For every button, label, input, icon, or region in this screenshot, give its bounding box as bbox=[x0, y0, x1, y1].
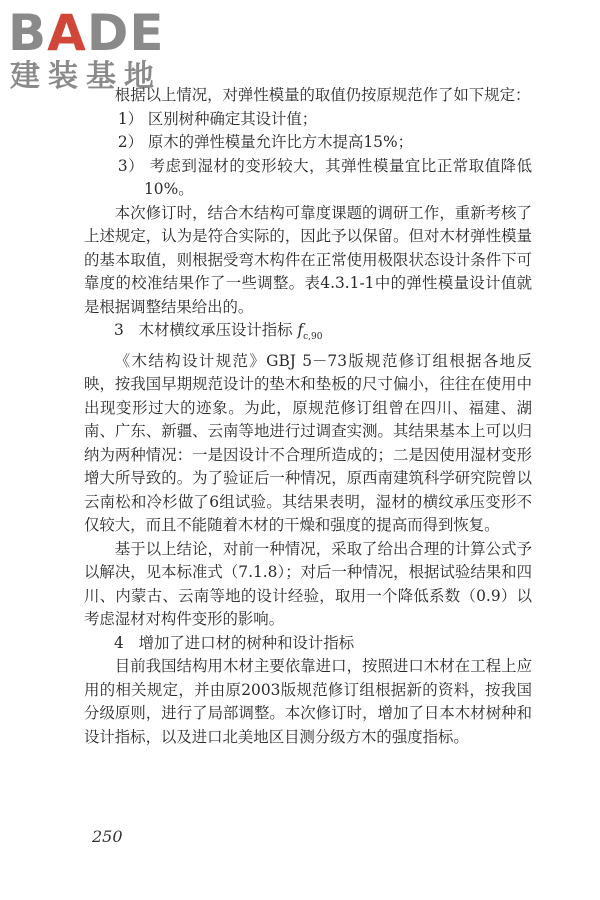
page-body bbox=[84, 84, 532, 749]
paragraph: 《木结构设计规范》GBJ 5－73版规范修订组根据各地反映，按我国早期规范设计的垫木和垫板的尺寸偏小，往往在使用中出现变形过大的迹象。为此，原规范修订组曾在四川、福建、湖南、广东、新疆、云南等地进行过调查实测。其结果基本上可以归纳为两种情况：一是因设计不合理所造成的；二是因使用湿材变形增大所导致的。为了验证后一种情况，原西南建筑科学研究院曾以云南松和冷杉做了6组试验。其结果表明，湿材的横纹承压变形不仅较大，而且不能随着木材的干燥和强度的提高而得到恢复。 bbox=[84, 351, 532, 535]
heading-number: 3 bbox=[114, 321, 124, 339]
heading-text: 木材横纹承压设计指标 bbox=[138, 321, 298, 339]
list-item: 1） 区别树种确定其设计值； bbox=[117, 109, 318, 128]
list-item: 2） 原木的弹性模量允许比方木提高15%； bbox=[117, 133, 413, 151]
paragraph: 基于以上结论，对前一种情况，采取了给出合理的计算公式予以解决，见本标准式（7.1.8）；对后一种情况，根据试验结果和四川、内蒙古、云南等地的设计经验，取用一个降低系数（0.9）以考虑湿材对构件变形的影响。 bbox=[84, 539, 532, 629]
list-item: 3） 考虑到湿材的变形较大，其弹性模量宜比正常取值降低10%。 bbox=[117, 156, 532, 198]
paragraph: 本次修订时，结合木结构可靠度课题的调研工作，重新考核了上述规定，认为是符合实际的，因此予以保留。但对木材弹性模量的基本取值，则根据受弯木构件在正常使用极限状态设计条件下可靠度的校准结果作了一些调整。表4.3.1-1中的弹性模量设计值就是根据调整结果给出的。 bbox=[84, 203, 532, 316]
heading-text: 增加了进口材的树种和设计指标 bbox=[138, 633, 355, 652]
logo-wordmark: BADE bbox=[8, 4, 165, 62]
paragraph: 根据以上情况，对弹性模量的取值仍按原规范作了如下规定： bbox=[114, 86, 531, 104]
paragraph: 目前我国结构用木材主要依靠进口，按照进口木材在工程上应用的相关规定，并由原2003版规范修订组根据新的资料，按我国分级原则，进行了局部调整。本次修订时，增加了日本木材树种和设计指标，以及进口北美地区目测分级方木的强度指标。 bbox=[84, 657, 532, 746]
section-heading-4 bbox=[84, 632, 532, 656]
heading-number: 4 bbox=[114, 633, 124, 652]
logo-subtitle: 建装基地 bbox=[10, 59, 162, 94]
page-number: 250 bbox=[92, 827, 123, 846]
section-heading-3 bbox=[84, 319, 532, 350]
heading-symbol: $f_{c,90}$ bbox=[297, 321, 323, 343]
